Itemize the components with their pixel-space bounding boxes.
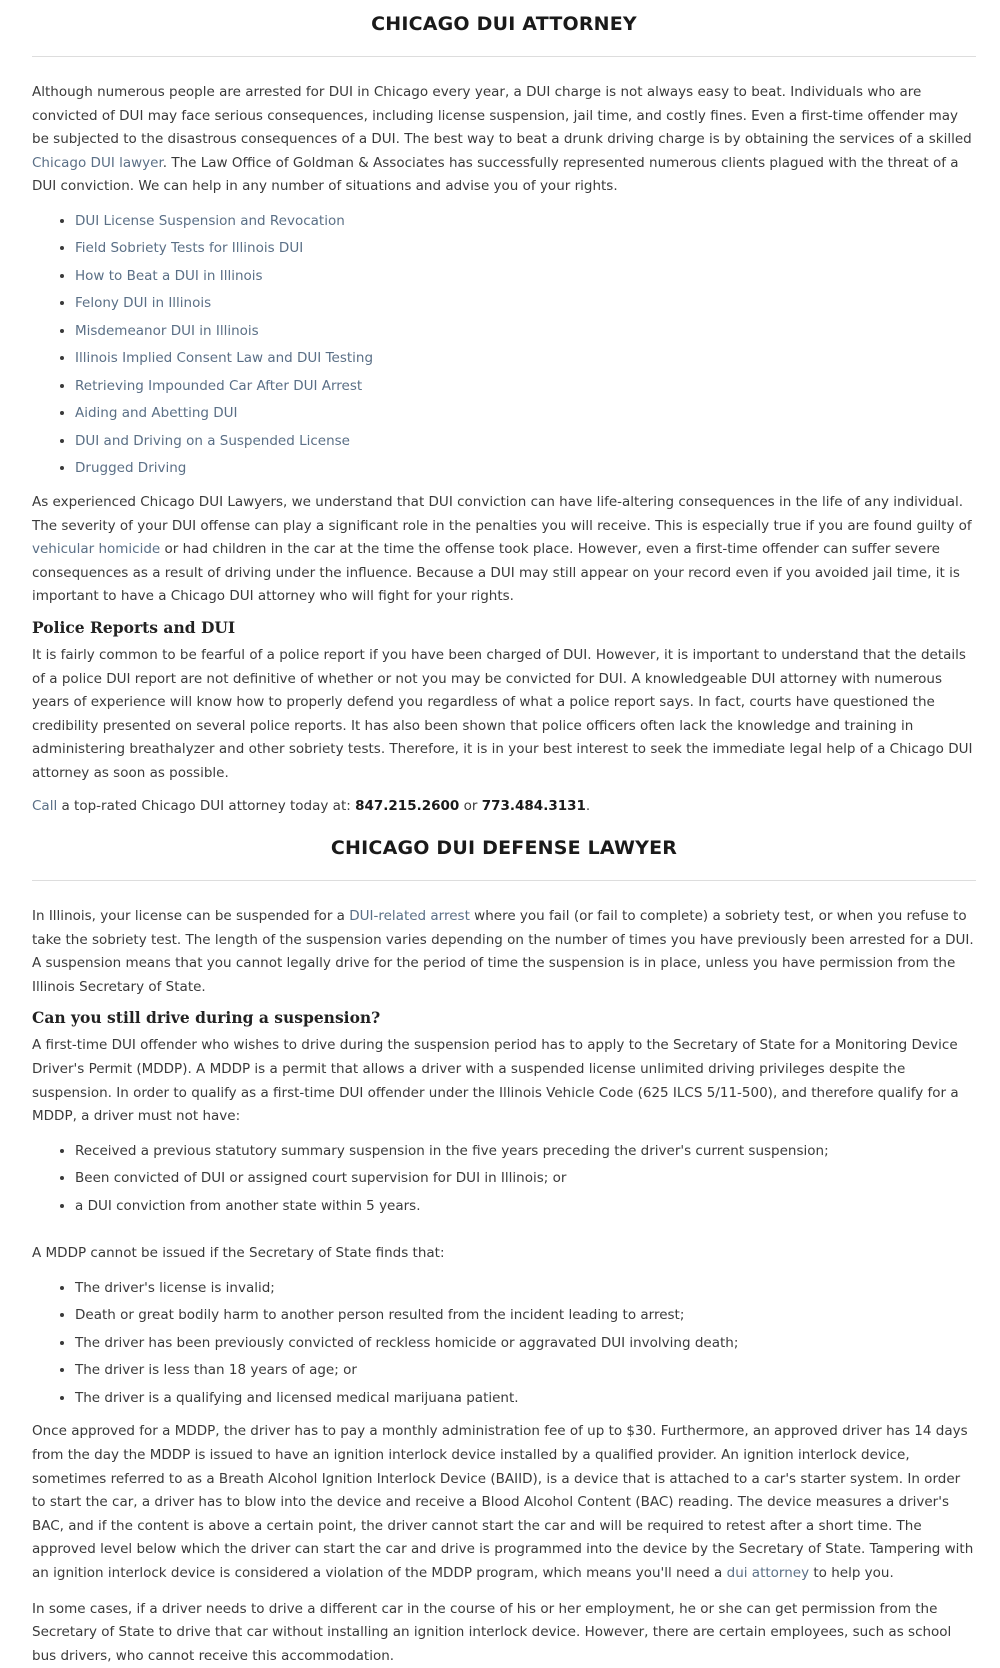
text: . The Law Office of Goldman & Associates has successfully represented numerous clients plagued with the threat of a DUI conviction. We can help in any number of situations and advise you of your rights.: [32, 154, 959, 195]
dui-related-arrest-link[interactable]: DUI-related arrest: [349, 908, 470, 925]
text: In Illinois, your license can be suspended for a: [32, 908, 350, 925]
police-reports-heading: Police Reports and DUI: [32, 617, 236, 637]
text: to help you.: [809, 1565, 894, 1581]
experience-paragraph: [32, 491, 976, 609]
list-item: • The driver is a qualifying and licensed medical marijuana patient.: [75, 1385, 976, 1413]
call-link[interactable]: Call: [32, 797, 58, 814]
topic-link-field-sobriety[interactable]: • Field Sobriety Tests for Illinois DUI: [75, 235, 976, 263]
text: or had children in the car at the time the offense took place. However, even a first-time offender can suffer severe consequences as a result of driving under the influence. Because a DUI may still appear on your record even if you avoided jail time, it is important to have a Chicago DUI attorney who will fight for your rights.: [32, 541, 960, 605]
list-item: • The driver's license is invalid;: [75, 1275, 976, 1303]
police-reports-paragraph: It is fairly common to be fearful of a police report if you have been charged of DUI. However, it is important to understand that the details of a police DUI report are not definitive of whether or not you may be convicted for DUI. A knowledgeable DUI attorney with numerous years of experience will know how to properly defend you regardless of what a police report says. In fact, courts have questioned the credibility presented on several police reports. It has also been shown that police officers often lack the knowledge and training in administering breathalyzer and other sobriety tests. Therefore, it is in your best interest to seek the immediate legal help of a Chicago DUI attorney as soon as possible.: [32, 646, 973, 781]
chicago-dui-lawyer-link[interactable]: Chicago DUI lawyer: [32, 154, 163, 171]
cannot-issue-list: [32, 1275, 976, 1413]
section-title-dui-defense-lawyer: CHICAGO DUI DEFENSE LAWYER: [330, 837, 678, 860]
topic-link-how-to-beat[interactable]: • How to Beat a DUI in Illinois: [75, 263, 976, 291]
topic-link-aiding-abetting[interactable]: • Aiding and Abetting DUI: [75, 400, 976, 428]
topic-links-list: [32, 208, 976, 483]
vehicular-homicide-link[interactable]: vehicular homicide: [32, 541, 161, 558]
list-item: • Death or great bodily harm to another person resulted from the incident leading to arrest;: [75, 1302, 976, 1330]
list-item: • a DUI conviction from another state within 5 years.: [75, 1193, 976, 1221]
section-title-dui-attorney: CHICAGO DUI ATTORNEY: [371, 13, 637, 35]
phone-number-1: 847.215.2600: [355, 797, 460, 814]
topic-link-implied-consent[interactable]: • Illinois Implied Consent Law and DUI Testing: [75, 345, 976, 373]
list-item: • The driver has been previously convicted of reckless homicide or aggravated DUI involving death;: [75, 1330, 976, 1358]
approved-mddp-paragraph: [32, 1420, 976, 1585]
topic-link-suspended-license[interactable]: • DUI and Driving on a Suspended License: [75, 428, 976, 456]
text: .: [585, 797, 591, 814]
divider: [32, 56, 976, 57]
phone-number-2: 773.484.3131: [481, 797, 586, 814]
text: or: [459, 797, 482, 814]
suspension-intro-paragraph: [32, 905, 976, 999]
employment-car-paragraph: In some cases, if a driver needs to drive a different car in the course of his or her employment, he or she can get permission from the Secretary of State to drive that car without installing an ignition interlock device. However, there are certain employees, such as school bus drivers, who cannot receive this accommodation.: [32, 1600, 952, 1664]
divider: [32, 880, 976, 881]
must-not-have-list: [32, 1138, 976, 1221]
text: where you fail (or fail to complete) a sobriety test, or when you refuse to take the sobriety test. The length of the suspension varies depending on the number of times you have previously been arrested for a DUI. A suspension means that you cannot legally drive for the period of time the suspension is in place, unless you have permission from the Illinois Secretary of State.: [32, 908, 974, 995]
text: Although numerous people are arrested for DUI in Chicago every year, a DUI charge is not always easy to beat. Individuals who are convicted of DUI may face serious consequences, including license suspension, jail time, and costly fines. Even a first-time offender may be subjected to the disastrous consequences of a DUI. The best way to beat a drunk driving charge is by obtaining the services of a skilled: [32, 84, 972, 148]
topic-link-misdemeanor-dui[interactable]: • Misdemeanor DUI in Illinois: [75, 318, 976, 346]
call-paragraph: [32, 795, 976, 819]
list-item: • The driver is less than 18 years of age; or: [75, 1357, 976, 1385]
spacer: [32, 1228, 976, 1242]
list-item: • Been convicted of DUI or assigned court supervision for DUI in Illinois; or: [75, 1165, 976, 1193]
topic-link-license-suspension[interactable]: • DUI License Suspension and Revocation: [75, 208, 976, 236]
drive-during-suspension-heading: Can you still drive during a suspension?: [32, 1008, 381, 1028]
dui-attorney-link[interactable]: dui attorney: [726, 1565, 810, 1581]
topic-link-felony-dui[interactable]: • Felony DUI in Illinois: [75, 290, 976, 318]
cannot-issue-intro: A MDDP cannot be issued if the Secretary of State finds that:: [32, 1245, 445, 1262]
text: a top-rated Chicago DUI attorney today at:: [57, 797, 356, 814]
text: As experienced Chicago DUI Lawyers, we understand that DUI conviction can have life-altering consequences in the life of any individual. The severity of your DUI offense can play a significant role in the penalties you will receive. This is especially true if you are found guilty of: [32, 493, 972, 534]
text: Once approved for a MDDP, the driver has to pay a monthly administration fee of up to $30. Furthermore, an approved driver has 14 days from the day the MDDP is issued to have an ignition interlock device installed by a qualified provider. An ignition interlock device, sometimes referred to as a Breath Alcohol Ignition Interlock Device (BAIID), is a device that is attached to a car's starter system. In order to start the car, a driver has to blow into the device and receive a Blood Alcohol Content (BAC) reading. The device measures a driver's BAC, and if the content is above a certain point, the driver cannot start the car and will be required to retest after a short time. The approved level below which the driver can start the car and drive is programmed into the device by the Secretary of State. Tampering with an ignition interlock device is considered a violation of the MDDP program, which means you'll need a: [32, 1423, 974, 1581]
intro-paragraph: [32, 81, 976, 199]
list-item: • Received a previous statutory summary suspension in the five years preceding the driver's current suspension;: [75, 1138, 976, 1166]
topic-link-impounded-car[interactable]: • Retrieving Impounded Car After DUI Arrest: [75, 373, 976, 401]
topic-link-drugged-driving[interactable]: • Drugged Driving: [75, 455, 976, 483]
mddp-paragraph: A first-time DUI offender who wishes to drive during the suspension period has to apply to the Secretary of State for a Monitoring Device Driver's Permit (MDDP). A MDDP is a permit that allows a driver with a suspended license unlimited driving privileges despite the suspension. In order to qualify as a first-time DUI offender under the Illinois Vehicle Code (625 ILCS 5/11-500), and therefore qualify for a MDDP, a driver must not have:: [32, 1037, 959, 1125]
